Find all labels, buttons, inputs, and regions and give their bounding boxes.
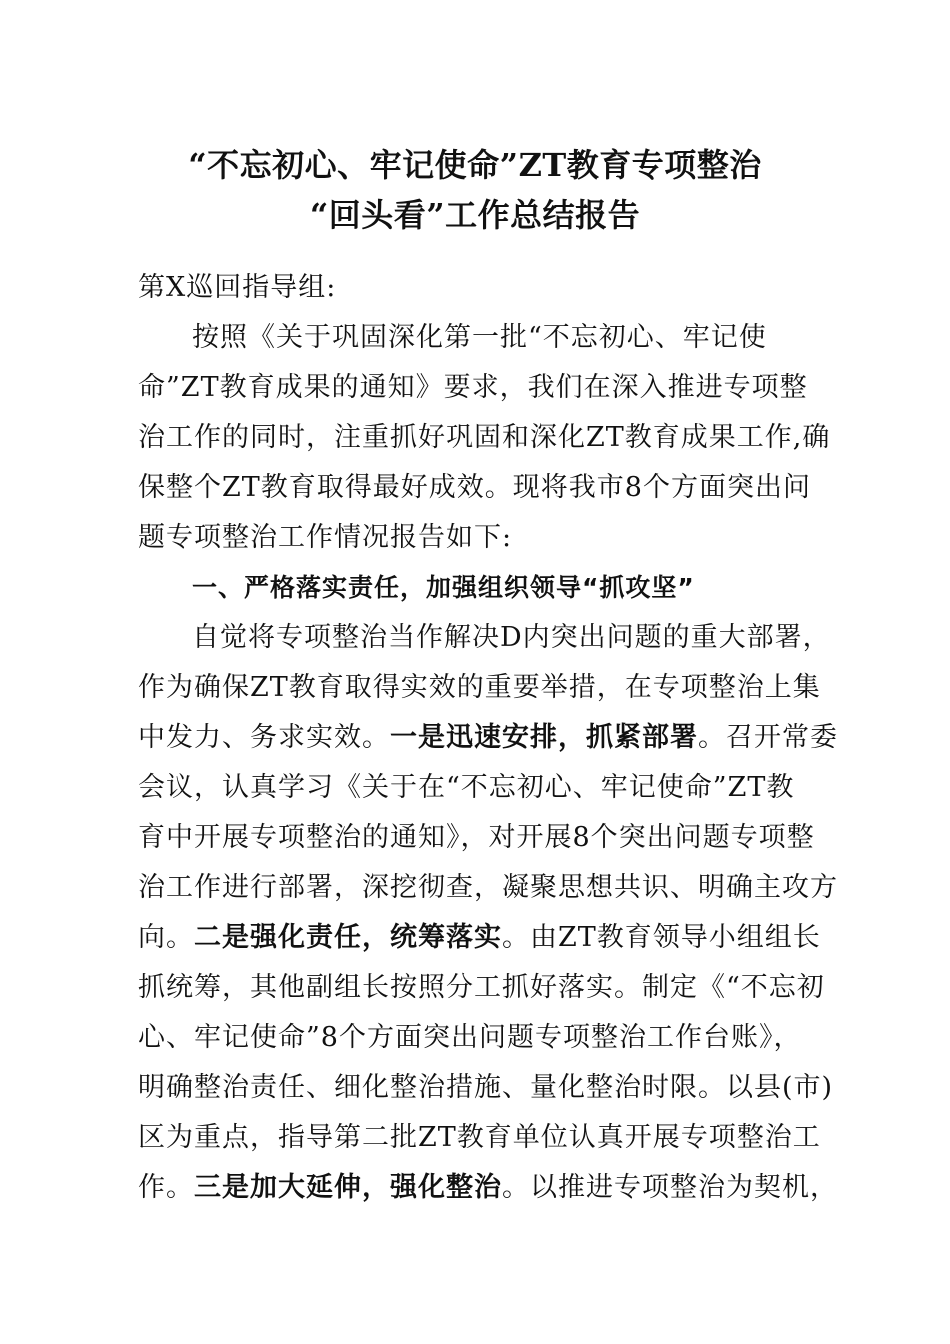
section-heading: 一、严格落实责任，加强组织领导“抓攻坚” (192, 573, 695, 602)
paragraph-text: 。由ZT教育领导小组组长 (502, 922, 821, 953)
salutation: 第X巡回指导组: (138, 272, 337, 303)
paragraph-line: 明确整治责任、细化整治措施、量化整治时限。以县(市) (138, 1072, 834, 1103)
bold-phrase: 二是强化责任，统筹落实 (194, 922, 502, 953)
paragraph-line: 自觉将专项整治当作解决D内突出问题的重大部署， (192, 622, 831, 653)
paragraph-line (138, 1170, 838, 1206)
paragraph-text: 向。 (138, 922, 194, 953)
paragraph-line: 按照《关于巩固深化第一批“不忘初心、牢记使 (192, 322, 767, 353)
paragraph-text: 。以推进专项整治为契机， (502, 1172, 838, 1203)
paragraph-text: 中发力、务求实效。 (138, 722, 390, 753)
paragraph-line: 区为重点，指导第二批ZT教育单位认真开展专项整治工 (138, 1122, 821, 1153)
paragraph-text: 。召开常委 (698, 722, 838, 753)
paragraph-line (138, 720, 838, 756)
paragraph-line: 会议，认真学习《关于在“不忘初心、牢记使命”ZT教 (138, 772, 795, 803)
paragraph-line: 心、牢记使命”8个方面突出问题专项整治工作台账》， (138, 1022, 802, 1053)
paragraph-line: 题专项整治工作情况报告如下: (138, 522, 513, 553)
paragraph-line: 作为确保ZT教育取得实效的重要举措，在专项整治上集 (138, 672, 821, 703)
paragraph-line: 治工作进行部署，深挖彻查，凝聚思想共识、明确主攻方 (138, 872, 838, 903)
paragraph-line: 抓统筹，其他副组长按照分工抓好落实。制定《“不忘初 (138, 972, 825, 1003)
paragraph-line: 保整个ZT教育取得最好成效。现将我市8个方面突出问 (138, 472, 811, 503)
paragraph-line (138, 920, 821, 956)
document-title-line-2: “回头看”工作总结报告 (309, 196, 641, 234)
paragraph-text: 作。 (138, 1172, 194, 1203)
bold-phrase: 三是加大延伸，强化整治 (194, 1172, 502, 1203)
paragraph-line: 命”ZT教育成果的通知》要求，我们在深入推进专项整 (138, 372, 808, 403)
bold-phrase: 一是迅速安排，抓紧部署 (390, 722, 698, 753)
paragraph-line: 育中开展专项整治的通知》，对开展8个突出问题专项整 (138, 822, 815, 853)
paragraph-line: 治工作的同时，注重抓好巩固和深化ZT教育成果工作,确 (138, 422, 831, 453)
document-title-line-1: “不忘初心、牢记使命”ZT教育专项整治 (188, 146, 762, 184)
